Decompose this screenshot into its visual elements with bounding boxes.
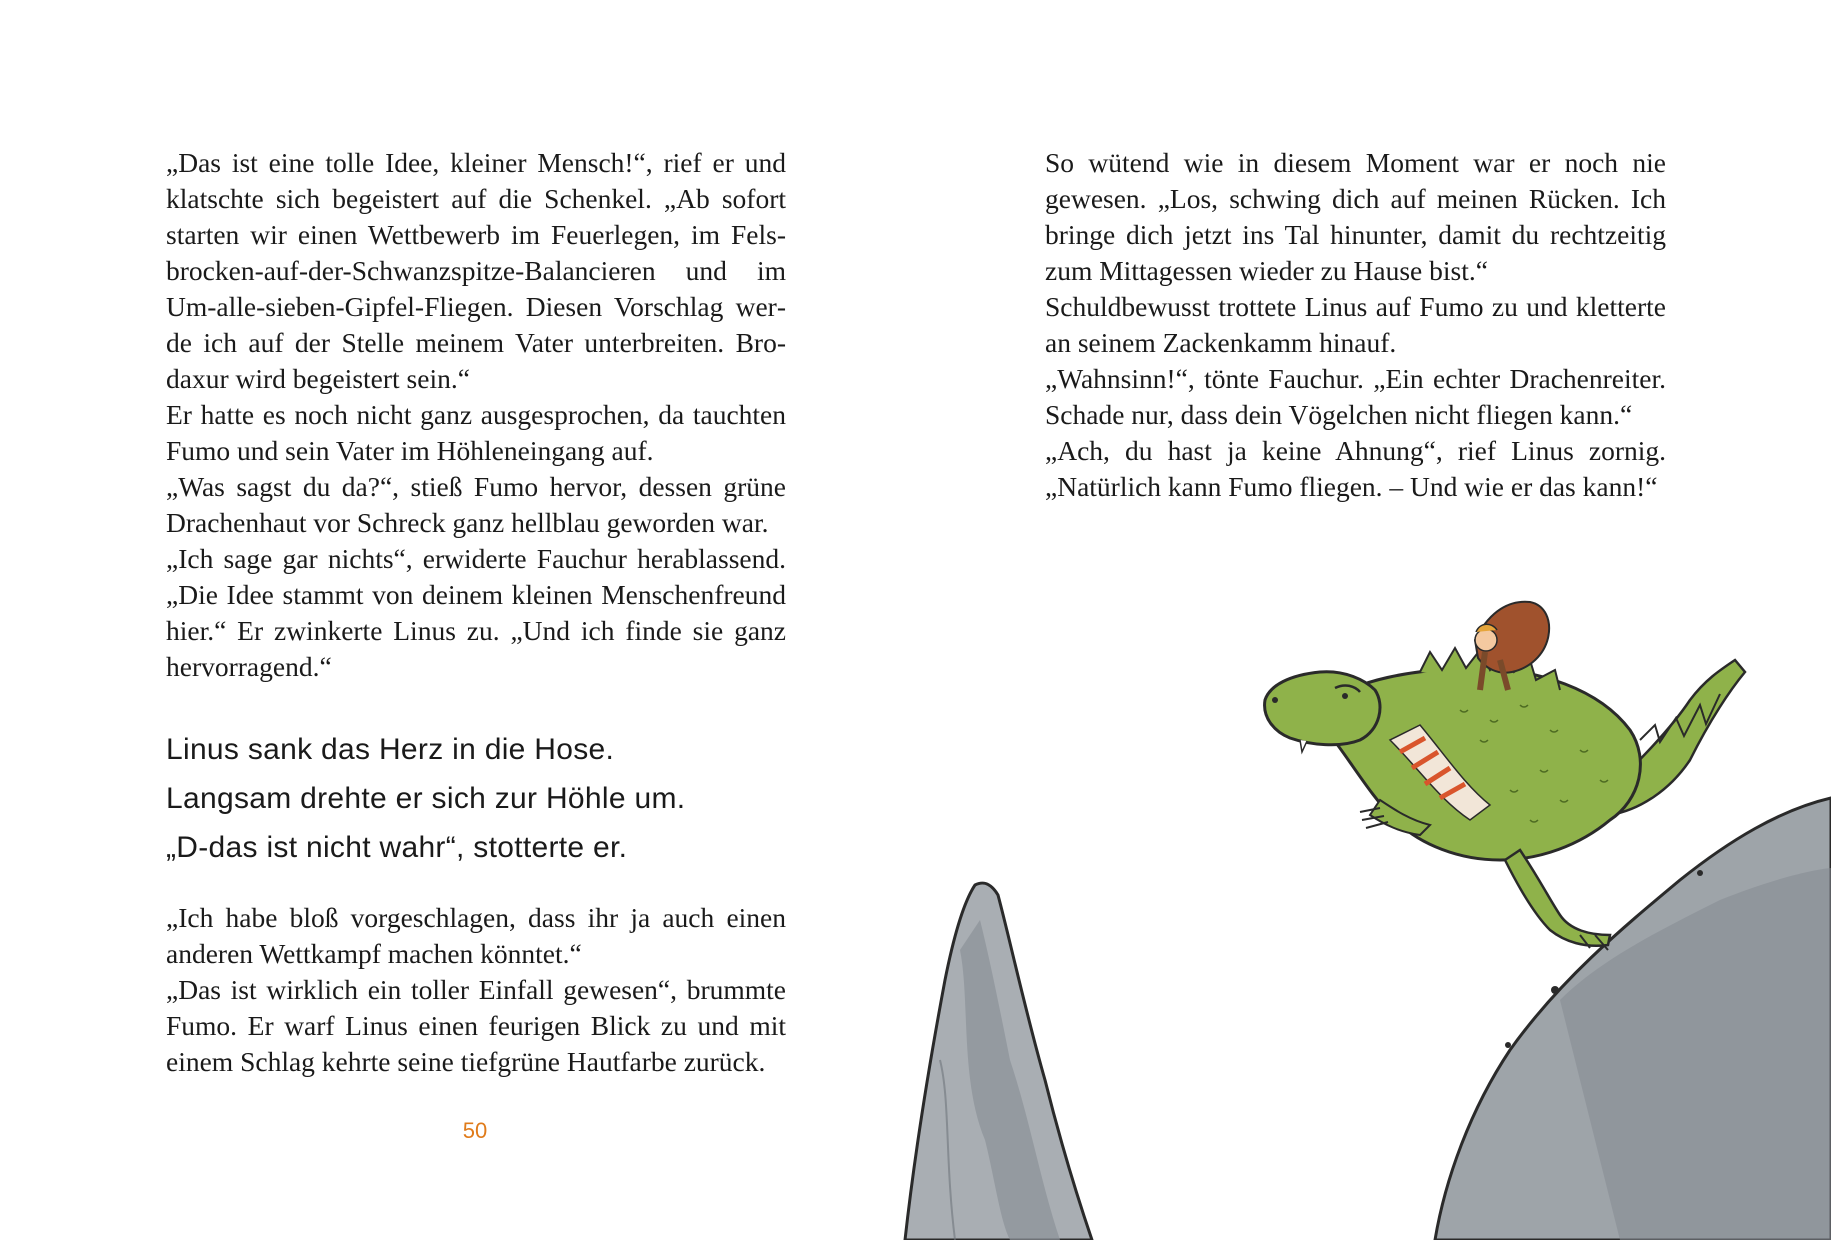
paragraph: Er hatte es noch nicht ganz ausgesprochen, da tauchten Fumo und sein Vater im Höhleneingang auf. <box>166 399 786 466</box>
easy-read-line: „D-das ist nicht wahr“, stotterte er. <box>166 831 628 864</box>
paragraph: „Ach, du hast ja keine Ahnung“, rief Linus zornig. „Natürlich kann Fumo fliegen. – Und wie er das kann!“ <box>1045 435 1666 502</box>
left-text-bottom <box>166 900 786 1080</box>
left-page <box>0 0 915 1240</box>
paragraph: „Was sagst du da?“, stieß Fumo hervor, dessen grüne Drachenhaut vor Schreck ganz hellblau geworden war. <box>166 471 786 538</box>
easy-read-line: Linus sank das Herz in die Hose. <box>166 733 615 766</box>
easy-read-block <box>166 725 826 872</box>
paragraph: „Ich habe bloß vorgeschlagen, dass ihr ja auch einen anderen Wettkampf machen könntet.“ <box>166 902 786 969</box>
paragraph: „Das ist eine tolle Idee, kleiner Mensch!“, rief er und klatschte sich begeistert auf die Schenkel. „Ab sofort starten wir einen Wettbewerb im Feuerlegen, im Felsbrocken-auf-der-Schwanzspitze-Balancieren und im Um-alle-sieben-Gipfel-Fliegen. Diesen Vorschlag werde ich auf der Stelle meinem Vater unterbreiten. Brodaxur wird begeistert sein.“ <box>166 147 786 394</box>
right-text <box>1045 145 1666 505</box>
paragraph: Schuldbewusst trottete Linus auf Fumo zu und kletterte an seinem Zackenkamm hinauf. <box>1045 291 1666 358</box>
left-text-top <box>166 145 786 685</box>
easy-read-line: Langsam drehte er sich zur Höhle um. <box>166 782 686 815</box>
paragraph: So wütend wie in diesem Moment war er noch nie gewesen. „Los, schwing dich auf meinen Rücken. Ich bringe dich jetzt ins Tal hinunter, damit du rechtzeitig zum Mittagessen wieder zu Hause bist.“ <box>1045 147 1666 286</box>
right-page <box>915 0 1831 1240</box>
page-number: 50 <box>462 1118 488 1143</box>
paragraph: „Ich sage gar nichts“, erwiderte Fauchur herablassend. „Die Idee stammt von deinem kleinen Menschenfreund hier.“ Er zwinkerte Linus zu. „Und ich finde sie ganz hervorragend.“ <box>166 543 786 682</box>
paragraph: „Wahnsinn!“, tönte Fauchur. „Ein echter Drachenreiter. Schade nur, dass dein Vögelchen nicht fliegen kann.“ <box>1045 363 1666 430</box>
paragraph: „Das ist wirklich ein toller Einfall gewesen“, brummte Fumo. Er warf Linus einen feurigen Blick zu und mit einem Schlag kehrte seine tiefgrüne Hautfarbe zurück. <box>166 974 786 1077</box>
